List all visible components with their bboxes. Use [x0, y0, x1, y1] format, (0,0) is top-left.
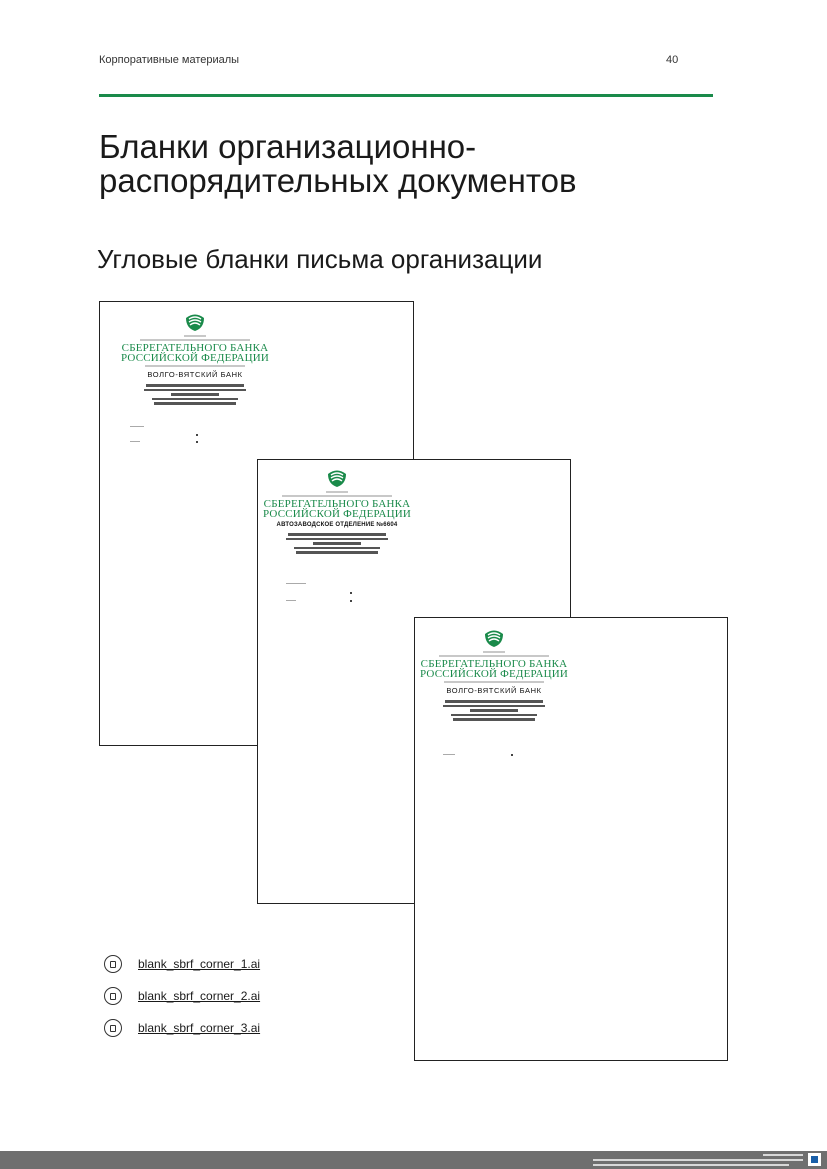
- branch-name: АВТОЗАВОДСКОЕ ОТДЕЛЕНИЕ №6604: [276, 522, 398, 528]
- file-download-icon[interactable]: [104, 1019, 122, 1037]
- footer-fine-print: [593, 1154, 803, 1169]
- footer-logo-icon: [808, 1153, 821, 1166]
- file-link[interactable]: blank_sbrf_corner_3.ai: [138, 1021, 261, 1035]
- bank-name-line1: СБЕРЕГАТЕЛЬНОГО БАНКА: [420, 658, 568, 670]
- bank-name-line1: СБЕРЕГАТЕЛЬНОГО БАНКА: [263, 498, 411, 510]
- letterhead-block: [258, 468, 416, 554]
- sberbank-logo-icon: [483, 628, 505, 648]
- file-item[interactable]: [104, 948, 260, 980]
- header-divider: [99, 94, 713, 97]
- file-link[interactable]: blank_sbrf_corner_1.ai: [138, 957, 261, 971]
- page-number: 40: [666, 54, 679, 66]
- file-download-icon[interactable]: [104, 955, 122, 973]
- sberbank-logo-icon: [326, 468, 348, 488]
- file-list: [104, 948, 260, 1044]
- letterhead-sample-3: [414, 617, 728, 1061]
- branch-name: ВОЛГО-ВЯТСКИЙ БАНК: [147, 370, 243, 379]
- bank-name-line1: СБЕРЕГАТЕЛЬНОГО БАНКА: [121, 342, 269, 354]
- branch-name: ВОЛГО-ВЯТСКИЙ БАНК: [446, 686, 542, 695]
- file-download-icon[interactable]: [104, 987, 122, 1005]
- header-section-label: Корпоративные материалы: [99, 54, 240, 66]
- bank-name-line2: РОССИЙСКОЙ ФЕДЕРАЦИИ: [262, 508, 412, 520]
- file-item[interactable]: [104, 1012, 260, 1044]
- footer-bar: [0, 1151, 827, 1169]
- file-link[interactable]: blank_sbrf_corner_2.ai: [138, 989, 261, 1003]
- sberbank-logo-icon: [184, 312, 206, 332]
- letterhead-block: [415, 628, 573, 721]
- bank-name-line2: РОССИЙСКОЙ ФЕДЕРАЦИИ: [419, 668, 569, 680]
- page-title: Бланки организационно- распорядительных документов: [99, 128, 577, 199]
- page-subtitle: Угловые бланки письма организации: [97, 244, 543, 274]
- file-item[interactable]: [104, 980, 260, 1012]
- bank-name-line2: РОССИЙСКОЙ ФЕДЕРАЦИИ: [120, 352, 270, 364]
- letterhead-block: [100, 312, 290, 405]
